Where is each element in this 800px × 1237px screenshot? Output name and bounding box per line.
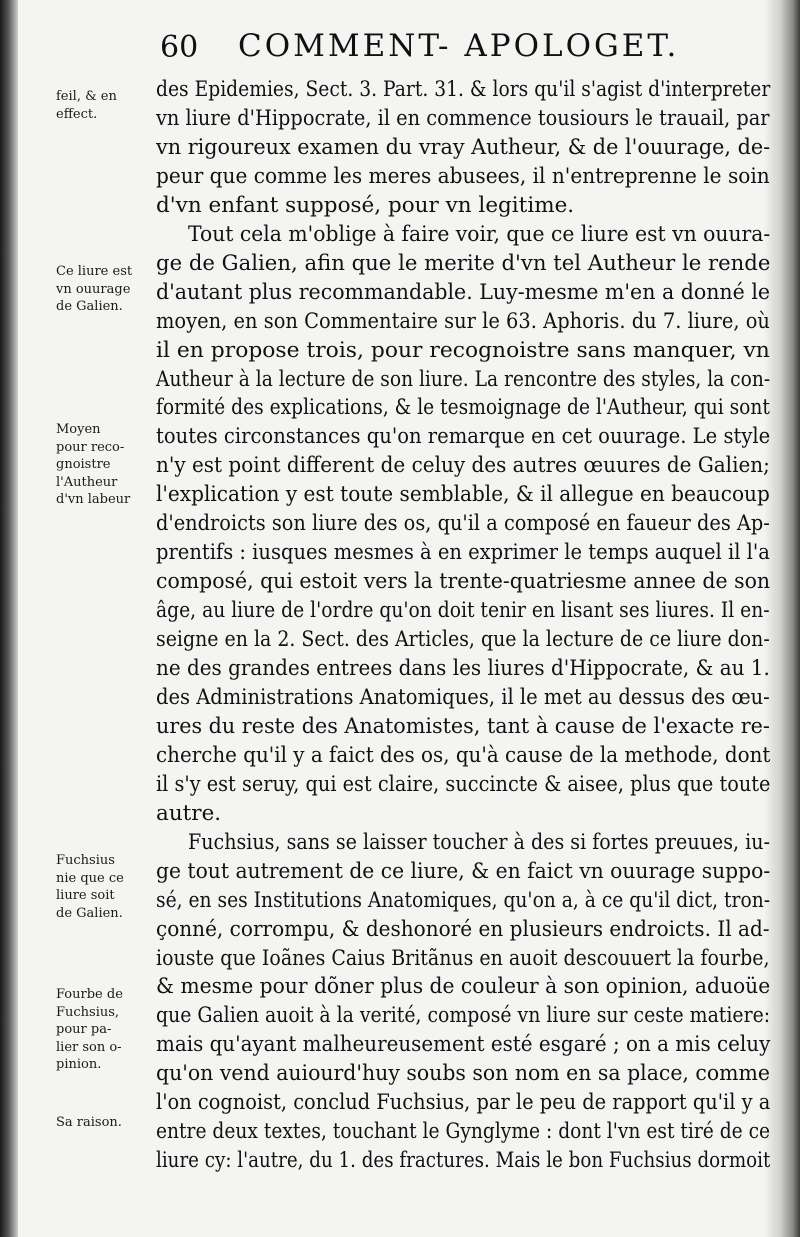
body-line: Tout cela m'oblige à faire voir, que ce liure est vn ouura- (188, 221, 771, 247)
margin-note-line: pinion. (56, 1057, 102, 1072)
body-line: il en propose trois, pour recognoistre sans manquer, vn (156, 337, 770, 363)
body-line: vn rigoureux examen du vray Autheur, & de l'ouurage, de- (156, 134, 771, 160)
margin-note-line: de Galien. (56, 905, 123, 921)
body-line: l'on cognoist, conclud Fuchsius, par le peu de rapport qu'il y a (156, 1090, 771, 1116)
margin-note-line: de Galien. (56, 299, 123, 314)
margin-note-line: liure soit (56, 888, 115, 903)
body-line: peur que comme les meres abusees, il n'entreprenne le soin (156, 163, 770, 189)
body-line: Autheur à la lecture de son liure. La rencontre des styles, la con- (156, 366, 771, 392)
body-line: âge, au liure de l'ordre qu'on doit tenir en lisant ses liures. Il en- (156, 598, 770, 624)
body-line: ge tout autrement de ce liure, & en faict vn ouurage suppo- (156, 858, 771, 884)
body-line: prentifs : iusques mesmes à en exprimer le temps auquel il l'a (156, 540, 770, 566)
body-line: vn liure d'Hippocrate, il en commence tousiours le trauail, par (156, 105, 770, 131)
body-line: que Galien auoit à la verité, composé vn liure sur ceste matiere: (156, 1003, 771, 1029)
margin-note-line: Fuchsius (56, 853, 115, 868)
body-line: d'vn enfant supposé, pour vn legitime. (156, 192, 575, 218)
margin-note-line: feil, & en (56, 89, 117, 104)
margin-note-line: Fourbe de (56, 987, 123, 1002)
margin-note-line: pour reco- (56, 439, 125, 455)
body-line: composé, qui estoit vers la trente-quatriesme annee de son (156, 569, 771, 595)
body-line: d'endroicts son liure des os, qu'il a composé en faueur des Ap- (156, 511, 770, 537)
margin-note-line: Ce liure est (56, 264, 133, 279)
body-line: ne des grandes entrees dans les liures d'Hippocrate, & au 1. (156, 656, 770, 681)
margin-note-line: vn ouurage (56, 281, 131, 297)
body-line: Fuchsius, sans se laisser toucher à des si fortes preuues, iu- (188, 829, 770, 855)
margin-note-line: pour pa- (56, 1022, 112, 1037)
margin-note-line: d'vn labeur (56, 492, 131, 507)
body-line: & mesme pour dõner plus de couleur à son opinion, aduoüe (156, 974, 771, 1000)
body-line: qu'on vend auiourd'huy soubs son nom en sa place, comme (156, 1061, 771, 1087)
body-line: il s'y est seruy, qui est claire, succincte & aisee, plus que toute (156, 771, 771, 797)
body-line: iouste que Ioãnes Caius Britãnus en auoit descouuert la fourbe, (156, 945, 770, 971)
margin-note-line: Fuchsius, (56, 1004, 120, 1020)
body-line: autre. (156, 800, 222, 826)
body-line: d'autant plus recommandable. Luy-mesme m'en a donné le (156, 279, 771, 305)
margin-note-line: effect. (56, 106, 98, 122)
body-line: seigne en la 2. Sect. des Articles, que la lecture de ce liure don- (156, 627, 770, 653)
body-line: des Epidemies, Sect. 3. Part. 31. & lors qu'il s'agist d'interpreter (156, 77, 771, 102)
page-gutter-shadow (0, 0, 18, 1237)
body-line: moyen, en son Commentaire sur le 63. Aphoris. du 7. liure, où (156, 308, 770, 334)
margin-note-line: lier son o- (56, 1039, 122, 1055)
margin-note-line: gnoistre (56, 457, 111, 472)
page-number: 60 (160, 30, 199, 65)
body-line: liure cy: l'autre, du 1. des fractures. Mais le bon Fuchsius dormoit (156, 1148, 771, 1174)
body-line: mais qu'ayant malheureusement esté esgaré ; on a mis celuy (156, 1032, 771, 1058)
body-line: n'y est point different de celuy des autres œuures de Galien; (156, 453, 770, 479)
margin-note-line: l'Autheur (56, 474, 118, 490)
running-title: COMMENT- APOLOGET. (238, 28, 680, 64)
margin-note-line: nie que ce (56, 870, 124, 886)
margin-note-line: Sa raison. (56, 1115, 122, 1130)
body-line: des Administrations Anatomiques, il le met au dessus des œu- (156, 684, 770, 710)
body-line: ge de Galien, afin que le merite d'vn tel Autheur le rende (156, 250, 771, 276)
body-line: toutes circonstances qu'on remarque en cet ouurage. Le style (156, 424, 771, 450)
body-line: sé, en ses Institutions Anatomiques, qu'on a, à ce qu'il dict, tron- (156, 887, 771, 913)
body-line: cherche qu'il y a faict des os, qu'à cause de la methode, dont (156, 742, 771, 768)
body-line: entre deux textes, touchant le Gynglyme : dont l'vn est tiré de ce (156, 1119, 771, 1145)
margin-note-line: Moyen (56, 422, 101, 437)
body-line: çonné, corrompu, & deshonoré en plusieurs endroicts. Il ad- (156, 916, 770, 942)
body-line: l'explication y est toute semblable, & il allegue en beaucoup (156, 482, 770, 508)
body-line: ures du reste des Anatomistes, tant à cause de l'exacte re- (156, 713, 770, 739)
body-line: formité des explications, & le tesmoignage de l'Autheur, qui sont (156, 395, 770, 421)
